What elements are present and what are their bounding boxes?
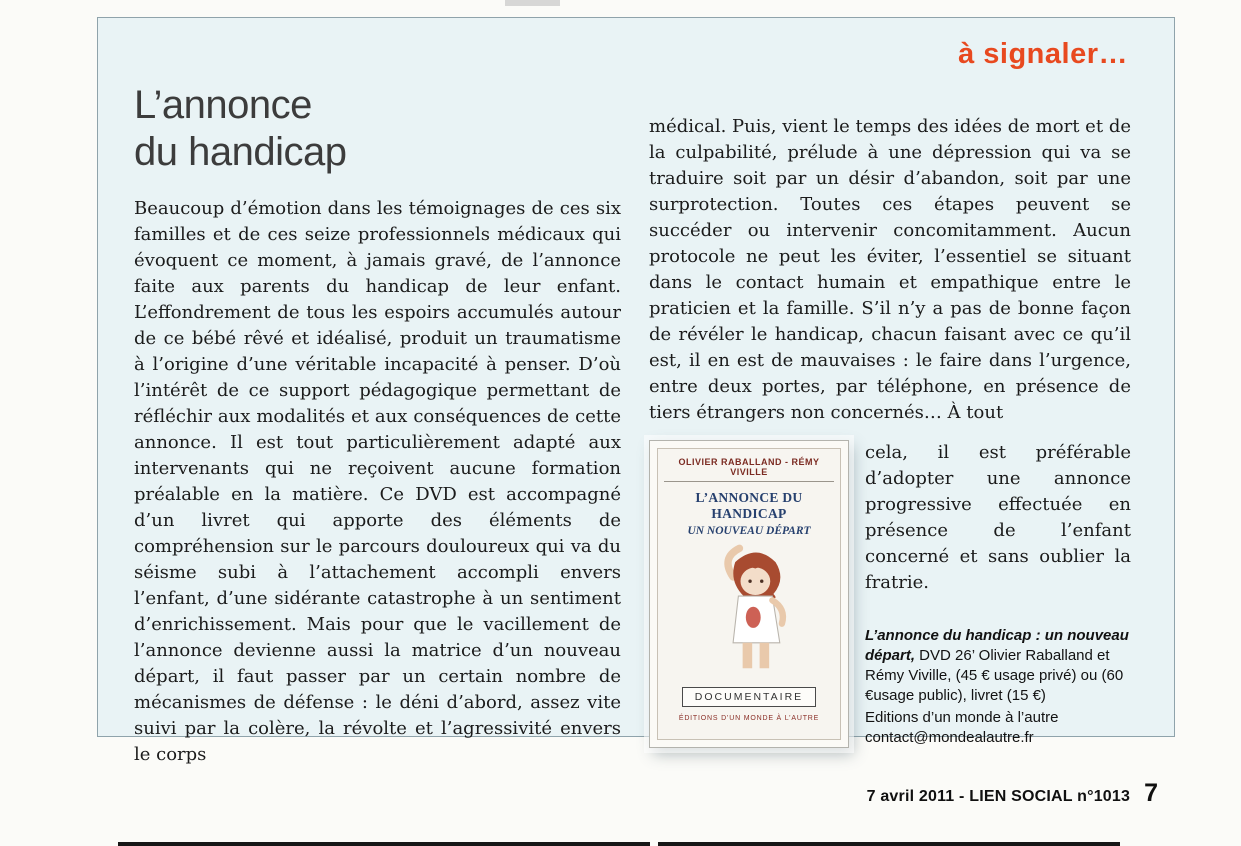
child-drawing-icon bbox=[687, 543, 811, 681]
scan-artifact-bottom-left bbox=[118, 842, 650, 846]
media-text-column bbox=[849, 440, 1131, 748]
dvd-publisher-logo: ÉDITIONS D’UN MONDE À L’AUTRE bbox=[678, 715, 820, 722]
dvd-title: L’ANNONCE DU HANDICAP bbox=[695, 490, 803, 521]
caption-title: L’annonce du handicap : un nouveau départ, bbox=[865, 627, 1129, 664]
media-row bbox=[649, 440, 1131, 748]
footer-page-number: 7 bbox=[1144, 779, 1158, 807]
dvd-cover-inner bbox=[657, 448, 841, 740]
article-text-left: Beaucoup d’émotion dans les témoignages de ces six familles et de ces seize professionnels médicaux qui évoquent ce moment, à jamais gravé, de l’annonce faite aux parents du handicap de leur enfant. L’effondrement de tous les espoirs accumulés autour de ce bébé rêvé et idéalisé, produit un traumatisme à l’origine d’une véritable incapacité à penser. D’où l’intérêt de ce support pédagogique permettant de réfléchir aux modalités et aux conséquences de cette annonce. Il est tout particulièrement adapté aux intervenants qui ne reçoivent aucune formation préalable en la matière. Ce DVD est accompagné d’un livret qui apporte des éléments de compréhension sur le parcours douloureux qui va du séisme subi à l’attachement accompli envers l’enfant, d’une sidérante catastrophe à un sentiment d’enrichissement. Mais pour que le vacillement de l’annonce devienne aussi la matrice d’un nouveau départ, il faut passer par un certain nombre de mécanismes de défense : le déni d’abord, assez vite suivi par la colère, la révolte et l’agressivité envers le corps bbox=[134, 198, 621, 765]
footer-issue: 7 avril 2011 - LIEN SOCIAL n°1013 bbox=[866, 788, 1131, 805]
dvd-caption bbox=[865, 626, 1131, 748]
right-column bbox=[649, 114, 1131, 748]
article-sheet bbox=[97, 17, 1175, 765]
dvd-authors: OLIVIER RABALLAND - RÉMY VIVILLE bbox=[664, 457, 834, 482]
dvd-illustration bbox=[664, 543, 834, 681]
caption-details: DVD 26’ Olivier Raballand et Rémy Viville, (45 € usage privé) ou (60 €usage public), livret (15 €) bbox=[865, 647, 1124, 704]
scan-artifact-bottom-right bbox=[658, 842, 1120, 846]
section-label: à signaler… bbox=[958, 38, 1128, 70]
title-line-1: L’annonce bbox=[134, 83, 312, 127]
caption-text bbox=[865, 626, 1131, 706]
scan-artifact-top bbox=[505, 0, 560, 6]
page-footer bbox=[0, 779, 1158, 808]
left-column bbox=[134, 82, 621, 768]
dvd-cover bbox=[649, 440, 849, 748]
article-text-wrap: cela, il est préférable d’adopter une annonce progressive effectuée en présence de l’enfant concerné et sans oublier la fratrie. bbox=[865, 442, 1131, 593]
caption-email: contact@mondealautre.fr bbox=[865, 729, 1034, 746]
dvd-genre-label: DOCUMENTAIRE bbox=[682, 687, 816, 707]
caption-publisher: Editions d’un monde à l’autre bbox=[865, 709, 1059, 726]
article-title bbox=[134, 82, 621, 176]
title-line-2: du handicap bbox=[134, 130, 347, 174]
dvd-subtitle: UN NOUVEAU DÉPART bbox=[687, 525, 811, 537]
article-text-right: médical. Puis, vient le temps des idées de mort et de la culpabilité, prélude à une dépression qui va se traduire soit par un désir d’abandon, soit par une surprotection. Toutes ces étapes peuvent se succéder ou intervenir concomitamment. Aucun protocole ne peut les éviter, l’essentiel se situant dans le contact humain et empathique entre le praticien et la famille. S’il n’y a pas de bonne façon de révéler le handicap, chacun faisant avec ce qu’il est, il en est de mauvaises : le faire dans l’urgence, entre deux portes, par téléphone, en présence de tiers étrangers non concernés… À tout bbox=[649, 116, 1131, 423]
